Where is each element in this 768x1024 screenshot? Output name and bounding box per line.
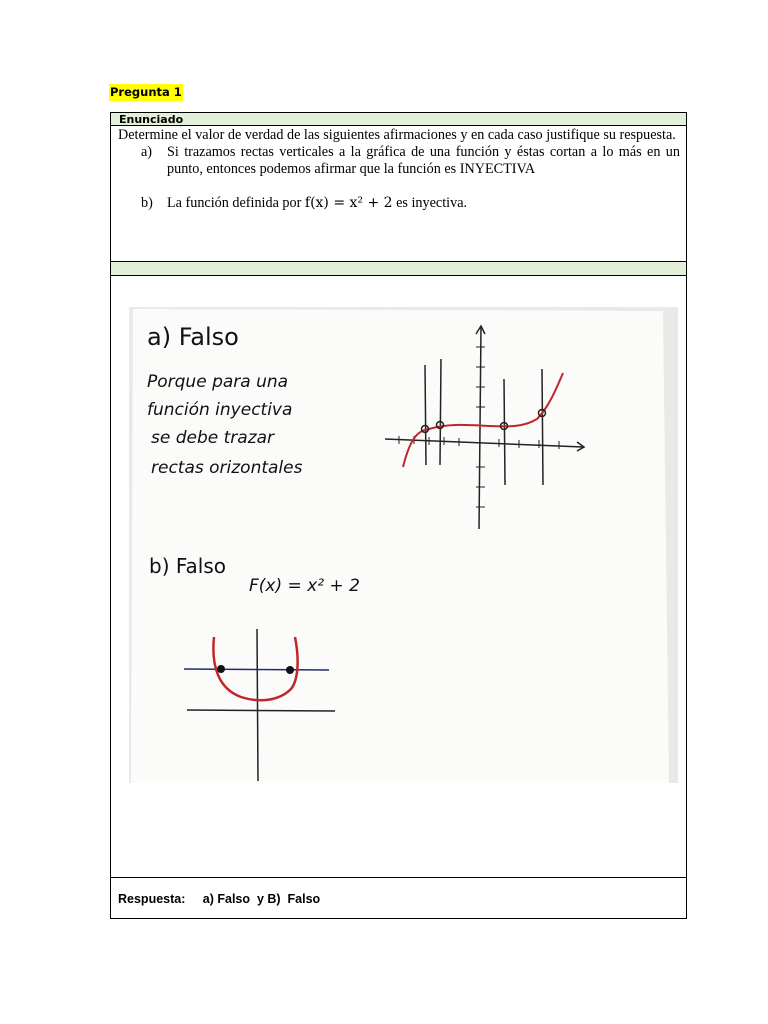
item-b-prefix: La función definida por bbox=[167, 195, 302, 211]
statement-item-a bbox=[118, 144, 680, 178]
section-band bbox=[111, 262, 686, 275]
hw-a-title: a) Falso bbox=[147, 323, 239, 351]
item-b-label: b) bbox=[141, 195, 153, 211]
answer-value: a) Falso y B) Falso bbox=[202, 892, 321, 906]
hw-a-line4: rectas orizontales bbox=[151, 458, 303, 478]
statement-body bbox=[118, 127, 680, 212]
question-table bbox=[110, 112, 687, 919]
item-b-suffix: es inyectiva. bbox=[396, 195, 468, 211]
divider bbox=[111, 877, 686, 878]
item-a-text: Si trazamos rectas verticales a la gráfica de una función y éstas cortan a lo más en un punto, entonces podemos afirmar que la función es INYECTIVA bbox=[167, 144, 680, 177]
statement-intro: Determine el valor de verdad de las siguientes afirmaciones y en cada caso justifique su respuesta. bbox=[118, 127, 676, 143]
divider bbox=[111, 275, 686, 276]
hw-a-line3: se debe trazar bbox=[151, 428, 275, 448]
handwritten-solution-photo bbox=[129, 307, 678, 783]
hw-b-formula: F(x) = x² + 2 bbox=[249, 576, 360, 596]
intersection-point bbox=[286, 666, 294, 674]
horizontal-line bbox=[184, 669, 329, 670]
item-a-label: a) bbox=[141, 144, 153, 160]
hw-a-line2: función inyectiva bbox=[147, 400, 293, 420]
statement-item-b bbox=[118, 195, 680, 212]
hw-b-title: b) Falso bbox=[149, 554, 226, 578]
hw-a-line1: Porque para una bbox=[147, 372, 289, 392]
answer-label: Respuesta: bbox=[118, 892, 186, 906]
item-b-formula: f(x) = x² + 2 bbox=[304, 195, 393, 211]
answer-row bbox=[118, 892, 320, 907]
handwritten-solution-drawing bbox=[129, 307, 678, 783]
intersection-point bbox=[217, 665, 225, 673]
statement-header: Enunciado bbox=[111, 113, 686, 126]
x-axis-b bbox=[187, 710, 335, 711]
question-title: Pregunta 1 bbox=[110, 85, 182, 99]
y-axis-b bbox=[257, 629, 258, 781]
